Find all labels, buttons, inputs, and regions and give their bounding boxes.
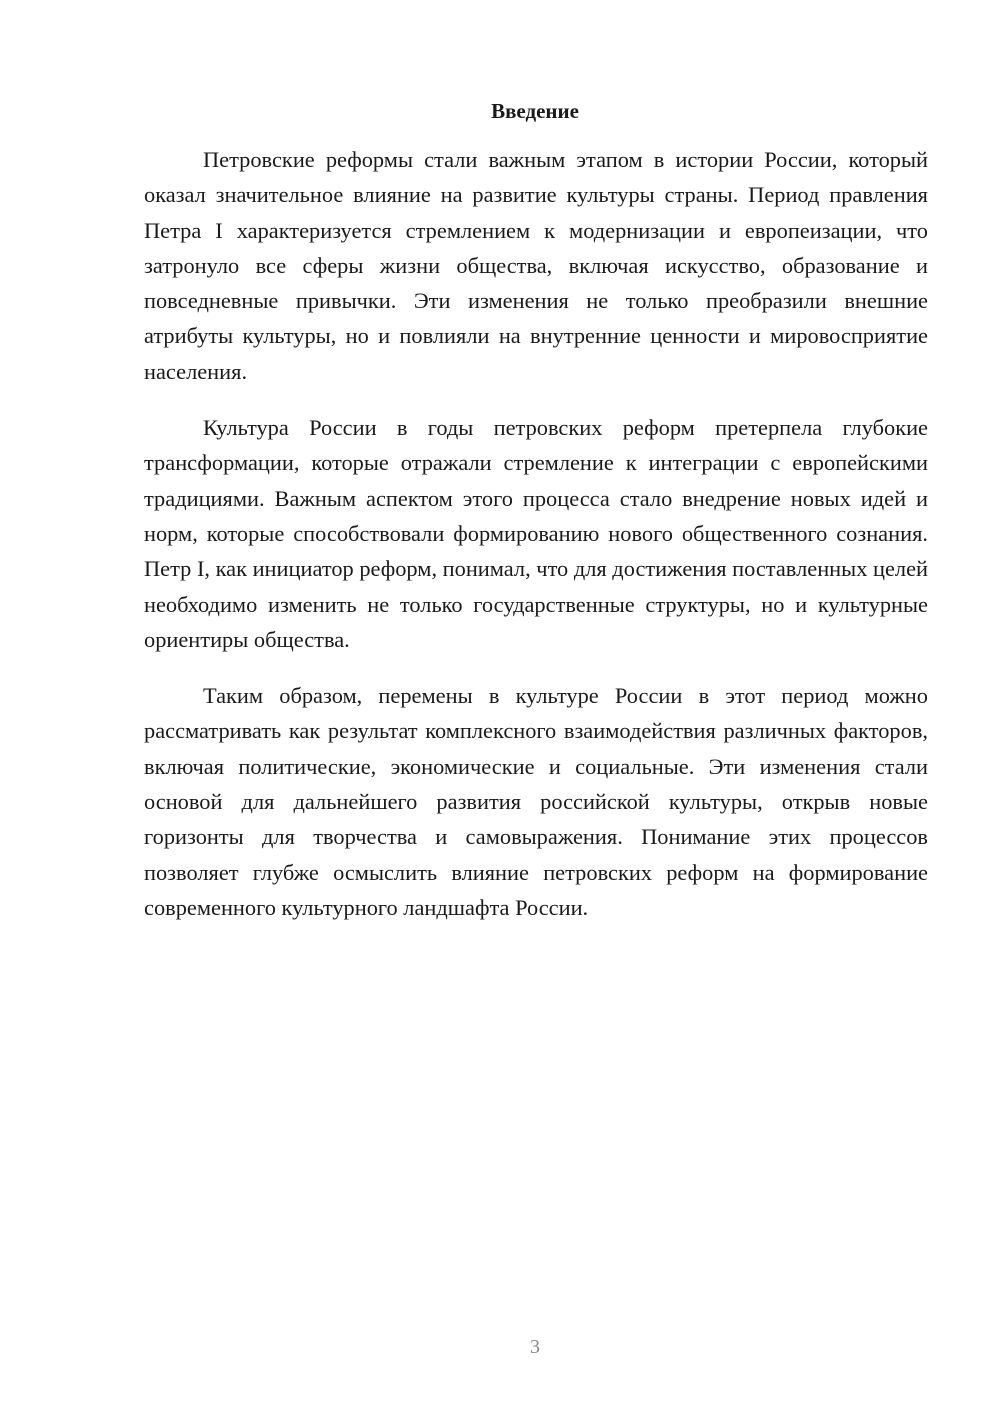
body-text bbox=[144, 142, 928, 946]
paragraph-3: Таким образом, перемены в культуре России в этот период можно рассматривать как результат комплексного взаимодействия различных факторов, включая политические, экономические и социальные. Эти изменения стали основой для дальнейшего развития российской культуры, открыв новые горизонты для творчества и самовыражения. Понимание этих процессов позволяет глубже осмыслить влияние петровских реформ на формирование современного культурного ландшафта России. bbox=[144, 683, 928, 920]
page-number: 3 bbox=[530, 1336, 540, 1358]
paragraph-2: Культура России в годы петровских реформ претерпела глубокие трансформации, которые отражали стремление к интеграции с европейскими традициями. Важным аспектом этого процесса стало внедрение новых идей и норм, которые способствовали формированию нового общественного сознания. Петр I, как инициатор реформ, понимал, что для достижения поставленных целей необходимо изменить не только государственные структуры, но и культурные ориентиры общества. bbox=[144, 415, 929, 652]
section-heading: Введение bbox=[491, 99, 579, 123]
paragraph-1: Петровские реформы стали важным этапом в истории России, который оказал значительное влияние на развитие культуры страны. Период правления Петра I характеризуется стремлением к модернизации и европеизации, что затронуло все сферы жизни общества, включая искусство, образование и повседневные привычки. Эти изменения не только преобразили внешние атрибуты культуры, но и повлияли на внутренние ценности и мировосприятие населения. bbox=[144, 147, 928, 384]
